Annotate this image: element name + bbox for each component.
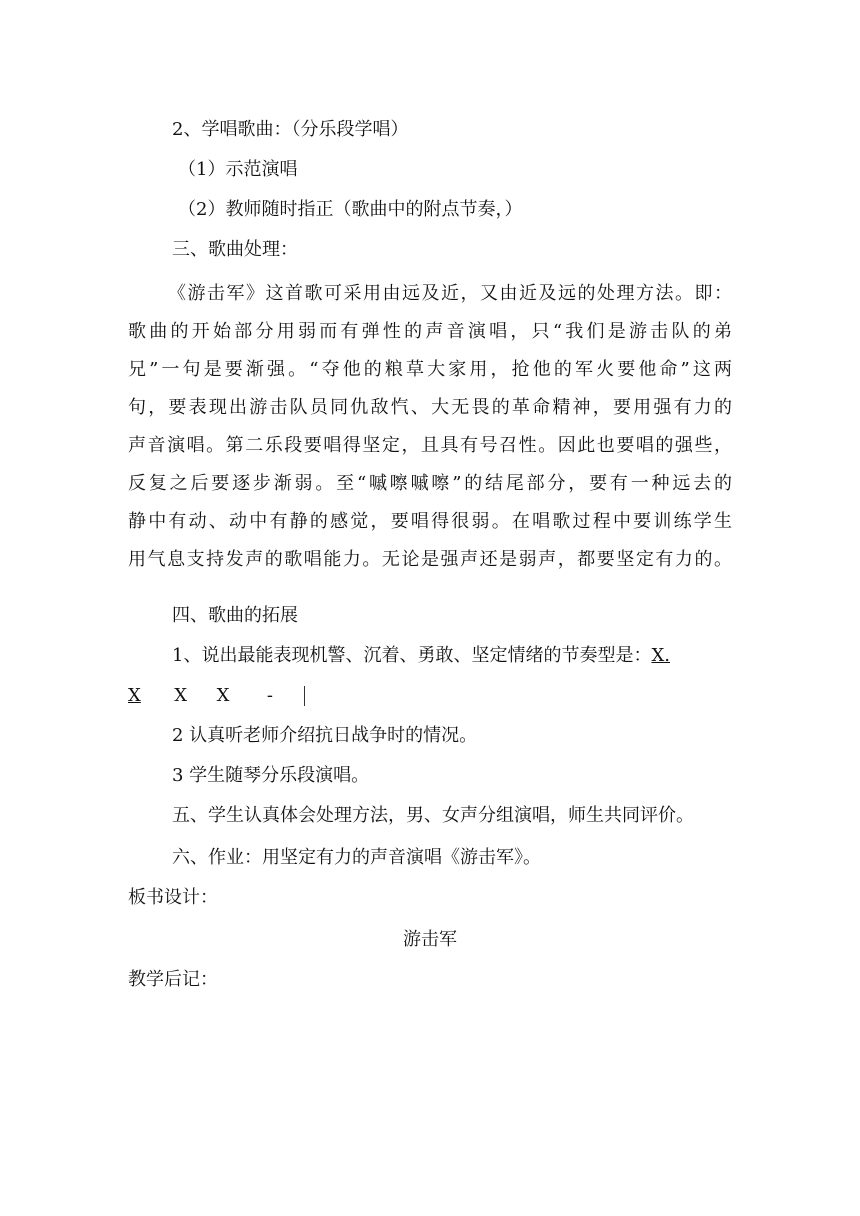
teaching-notes-label: 教学后记： [128,969,218,990]
paragraph-line: 兄”一句是要渐强。“夺他的粮草大家用，抢他的军火要他命”这两 [128,359,732,380]
rhythm-pattern [128,684,305,708]
section-3-heading: 三、歌曲处理： [172,239,298,260]
bar-line [304,686,305,706]
sub-item-2: （2）教师随时指正（歌曲中的附点节奏，） [178,199,523,220]
rhythm-note: X [216,685,230,706]
extension-item-1-text: 1、说出最能表现机警、沉着、勇敢、坚定情绪的节奏型是： [172,645,652,666]
song-processing-paragraph [128,275,732,579]
extension-item-1 [172,644,670,668]
board-title: 游击军 [403,929,457,950]
sub-item-1: （1）示范演唱 [178,159,298,180]
paragraph-line: 歌曲的开始部分用弱而有弹性的声音演唱，只“我们是游击队的弟 [128,321,732,342]
paragraph-line: 声音演唱。第二乐段要唱得坚定，且具有号召性。因此也要唱的强些， [128,435,732,456]
paragraph-line: 《游击军》这首歌可采用由远及近，又由近及远的处理方法。即： [168,283,732,304]
paragraph-line: 用气息支持发声的歌唱能力。无论是强声还是弱声，都要坚定有力的。 [128,549,732,570]
rhythm-dotted-note: X. [651,645,670,666]
paragraph-line: 句，要表现出游击队员同仇敌忾、大无畏的革命精神，要用强有力的 [128,397,732,418]
extension-item-3: 3 学生随琴分乐段演唱。 [172,765,370,786]
paragraph-line: 反复之后要逐步渐弱。至“嘁嚓嘁嚓”的结尾部分，要有一种远去的 [128,473,732,494]
rhythm-note: X [174,685,188,706]
rhythm-dash: - [266,685,273,706]
section-5-heading: 五、学生认真体会处理方法，男、女声分组演唱，师生共同评价。 [172,805,694,826]
section-6-heading: 六、作业：用坚定有力的声音演唱《游击军》。 [172,847,541,868]
section-4-heading: 四、歌曲的拓展 [172,605,298,626]
extension-item-2: 2 认真听老师介绍抗日战争时的情况。 [172,725,478,746]
paragraph-line: 静中有动、动中有静的感觉，要唱得很弱。在唱歌过程中要训练学生 [128,511,732,532]
board-design-label: 板书设计： [128,887,218,908]
item-2-heading: 2、学唱歌曲：（分乐段学唱） [172,119,409,140]
rhythm-note: X [128,685,141,706]
